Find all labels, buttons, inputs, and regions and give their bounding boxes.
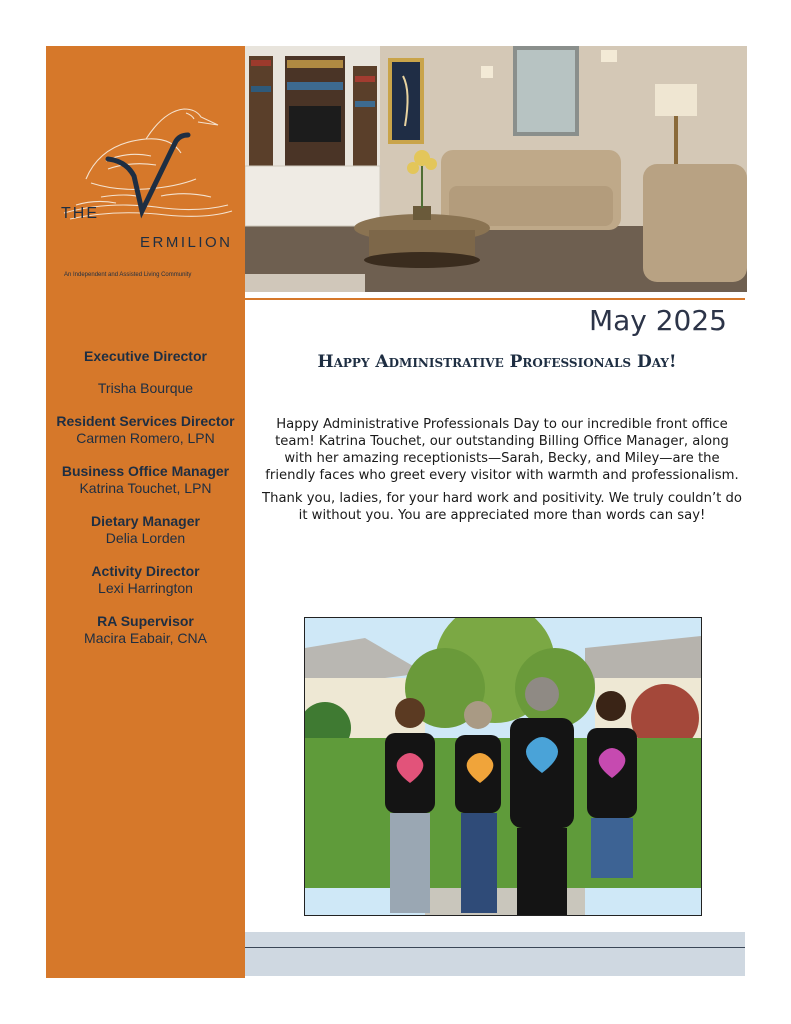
article-paragraph: Happy Administrative Professionals Day to our incredible front office team! Katrina Touchet, our outstanding Billing Office Manager, along with her amazing receptionists—Sarah, Becky, and Miley—are the friendly faces who greet every visitor with warmth and professionalism. bbox=[265, 417, 739, 483]
team-photo bbox=[304, 617, 702, 916]
logo-name-text: ERMILION bbox=[140, 234, 233, 251]
article-body bbox=[262, 416, 742, 530]
staff-role: Activity Director bbox=[91, 563, 200, 579]
issue-month: May 2025 bbox=[588, 304, 727, 337]
staff-name: Delia Lorden bbox=[105, 530, 186, 546]
footer-band bbox=[245, 932, 745, 976]
staff-name: Lexi Harrington bbox=[98, 580, 193, 596]
vermilion-logo bbox=[46, 101, 245, 278]
staff-role: Business Office Manager bbox=[61, 463, 230, 479]
staff-name: Carmen Romero, LPN bbox=[76, 430, 215, 446]
staff-name: Katrina Touchet, LPN bbox=[79, 480, 212, 496]
staff-directory bbox=[46, 348, 245, 663]
staff-role: Resident Services Director bbox=[56, 413, 235, 429]
logo-the-text: THE bbox=[61, 205, 99, 222]
staff-item bbox=[46, 613, 245, 647]
staff-name: Trisha Bourque bbox=[97, 380, 194, 396]
article-headline: Happy Administrative Professionals Day! bbox=[317, 352, 677, 372]
staff-name: Macira Eabair, CNA bbox=[84, 630, 207, 646]
staff-role: Executive Director bbox=[84, 348, 207, 364]
sidebar bbox=[46, 46, 245, 978]
staff-item bbox=[46, 513, 245, 547]
logo-tagline: An Independent and Assisted Living Community bbox=[64, 272, 192, 278]
accent-divider bbox=[245, 298, 745, 300]
staff-role: RA Supervisor bbox=[97, 613, 194, 629]
staff-item bbox=[46, 563, 245, 597]
article-paragraph: Thank you, ladies, for your hard work and positivity. We truly couldn’t do it without you. You are appreciated more than words can say! bbox=[262, 491, 742, 523]
staff-item bbox=[46, 463, 245, 497]
staff-item bbox=[46, 413, 245, 447]
footer-rule bbox=[245, 947, 745, 948]
lounge-photo bbox=[245, 46, 747, 292]
staff-item bbox=[46, 348, 245, 397]
staff-role: Dietary Manager bbox=[91, 513, 200, 529]
